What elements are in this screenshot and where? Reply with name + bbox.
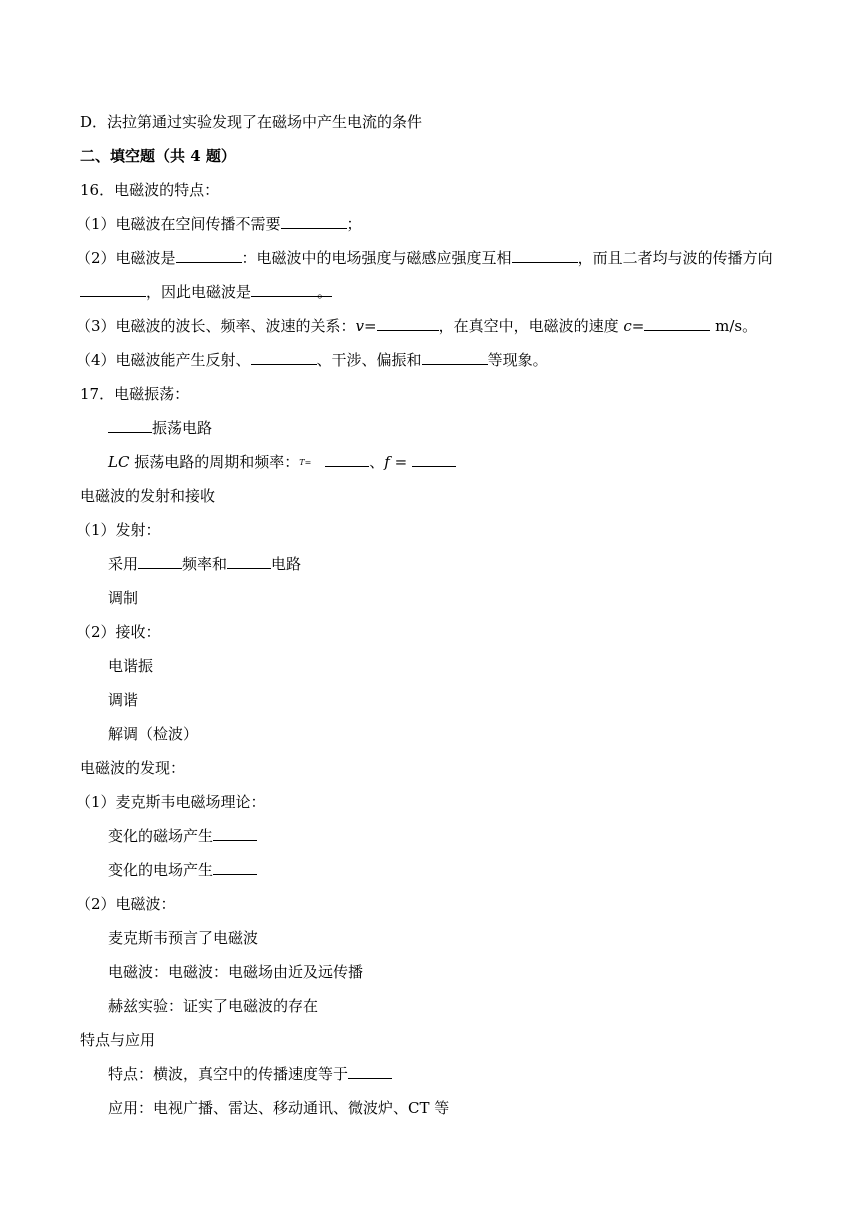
feature-title-text: 特点与应用 (80, 1031, 156, 1049)
emit-modulation-text: 调制 (108, 589, 139, 607)
emit-adopt-end: 电路 (271, 555, 302, 573)
q16-blank-direction[interactable] (80, 282, 146, 297)
wave-hertz (108, 996, 318, 1016)
q17-lc-line (108, 452, 456, 473)
q16-l2-end: ，而且二者均与波的传播方向 (577, 249, 773, 267)
q16-line2-cont (80, 282, 332, 302)
maxwell-blank-elec[interactable] (213, 860, 257, 875)
q16-l3-c: c (623, 317, 632, 335)
emit-recv-title (80, 486, 215, 506)
recv-demod (108, 724, 198, 744)
q16-l4-end: 等现象。 (487, 351, 548, 369)
q16-number: 16．电磁波的特点： (80, 181, 220, 199)
q16-blank-wave-type[interactable] (176, 248, 242, 263)
wave-predict (108, 928, 258, 948)
q16-blank-wave-kind[interactable] (251, 282, 317, 297)
emit-recv-title-text: 电磁波的发射和接收 (80, 487, 216, 505)
q16-l4-mid: 、干涉、偏振和 (316, 351, 422, 369)
maxwell-mag-line (108, 826, 257, 846)
q17-osc-line (108, 418, 212, 438)
wave-predict-text: 麦克斯韦预言了电磁波 (108, 929, 259, 947)
q16-blank-speed[interactable] (644, 316, 710, 331)
q16-l2d-text: ，因此电磁波是 (146, 283, 252, 301)
emit-label-text: （1）发射： (76, 521, 161, 539)
q16-blank-mutual[interactable] (512, 248, 578, 263)
feature-trait-line (108, 1064, 392, 1084)
section-title (80, 146, 236, 166)
q17-title (80, 384, 189, 404)
q17-freq-eq: = (389, 453, 412, 471)
emit-modulation (108, 588, 138, 608)
q17-period-eq: = (304, 458, 312, 467)
recv-tuning (108, 690, 138, 710)
option-d-text: D．法拉第通过实验发现了在磁场中产生电流的条件 (80, 113, 423, 131)
q17-blank-period[interactable] (325, 452, 369, 467)
feature-title (80, 1030, 155, 1050)
q16-blank-medium[interactable] (281, 214, 347, 229)
q16-l3-mid: ，在真空中，电磁波的速度 (438, 317, 624, 335)
feature-apps (108, 1098, 449, 1118)
discovery-title (80, 758, 185, 778)
q16-l3-unit: m/s。 (710, 317, 758, 335)
wave-label-text: （2）电磁波： (76, 895, 176, 913)
q16-blank-refraction[interactable] (251, 350, 317, 365)
emit-adopt-text: 采用 (108, 555, 139, 573)
maxwell-elec-text: 变化的电场产生 (108, 861, 214, 879)
maxwell-blank-mag[interactable] (213, 826, 257, 841)
q16-l3-eq2: = (631, 317, 645, 335)
recv-tuning-text: 调谐 (108, 691, 139, 709)
feature-apps-text: 应用：电视广播、雷达、移动通讯、微波炉、CT 等 (108, 1099, 450, 1117)
q17-lc-label: LC (108, 453, 130, 471)
emit-label (76, 520, 161, 540)
q16-l2-text: （2）电磁波是 (76, 249, 176, 267)
q17-osc-text: 振荡电路 (152, 419, 213, 437)
wave-hertz-text: 赫兹实验：证实了电磁波的存在 (108, 997, 319, 1015)
q16-l1-text: （1）电磁波在空间传播不需要 (76, 215, 281, 233)
q17-freq-symbol: f (384, 453, 390, 471)
q16-l3-v: v (355, 317, 365, 335)
q16-l4-text: （4）电磁波能产生反射、 (76, 351, 251, 369)
recv-label (76, 622, 161, 642)
q16-l2d-end: 。 (317, 283, 333, 301)
q16-line2 (76, 248, 773, 268)
q16-l3-eq: = (364, 317, 377, 335)
maxwell-elec-line (108, 860, 257, 880)
wave-label (76, 894, 176, 914)
feature-blank-speed[interactable] (348, 1064, 392, 1079)
recv-demod-text: 解调（检波） (108, 725, 199, 743)
recv-resonance (108, 656, 153, 676)
emit-blank-frequency[interactable] (138, 554, 182, 569)
q16-line1 (76, 214, 362, 234)
q17-lc-text: 振荡电路的周期和频率： (129, 453, 300, 471)
q17-blank-osc[interactable] (108, 418, 152, 433)
q17-number: 17．电磁振荡： (80, 385, 190, 403)
q16-blank-diffraction[interactable] (422, 350, 488, 365)
wave-def-text: 电磁波：电磁波：电磁场由近及远传播 (108, 963, 364, 981)
q17-blank-frequency[interactable] (412, 452, 456, 467)
maxwell-label-text: （1）麦克斯韦电磁场理论： (76, 793, 266, 811)
maxwell-label (76, 792, 266, 812)
maxwell-mag-text: 变化的磁场产生 (108, 827, 214, 845)
q16-l2-mid: ：电磁波中的电场强度与磁感应强度互相 (241, 249, 512, 267)
option-d (80, 112, 422, 132)
q16-l3-text: （3）电磁波的波长、频率、波速的关系： (76, 317, 356, 335)
section-title-text: 二、填空题（共 4 题） (80, 147, 236, 165)
emit-blank-circuit[interactable] (227, 554, 271, 569)
q17-period-symbol: T (299, 458, 305, 467)
recv-label-text: （2）接收： (76, 623, 161, 641)
recv-resonance-text: 电谐振 (108, 657, 154, 675)
emit-adopt-mid: 频率和 (182, 555, 228, 573)
q16-l1-end: ； (346, 215, 362, 233)
q16-line4 (76, 350, 548, 370)
discovery-title-text: 电磁波的发现： (80, 759, 186, 777)
feature-trait-text: 特点：横波，真空中的传播速度等于 (108, 1065, 349, 1083)
q16-line3 (76, 316, 757, 336)
emit-adopt-line (108, 554, 301, 574)
q16-blank-relation[interactable] (377, 316, 439, 331)
q17-lc-sep: 、 (369, 453, 385, 471)
wave-def (108, 962, 363, 982)
q16-title (80, 180, 219, 200)
